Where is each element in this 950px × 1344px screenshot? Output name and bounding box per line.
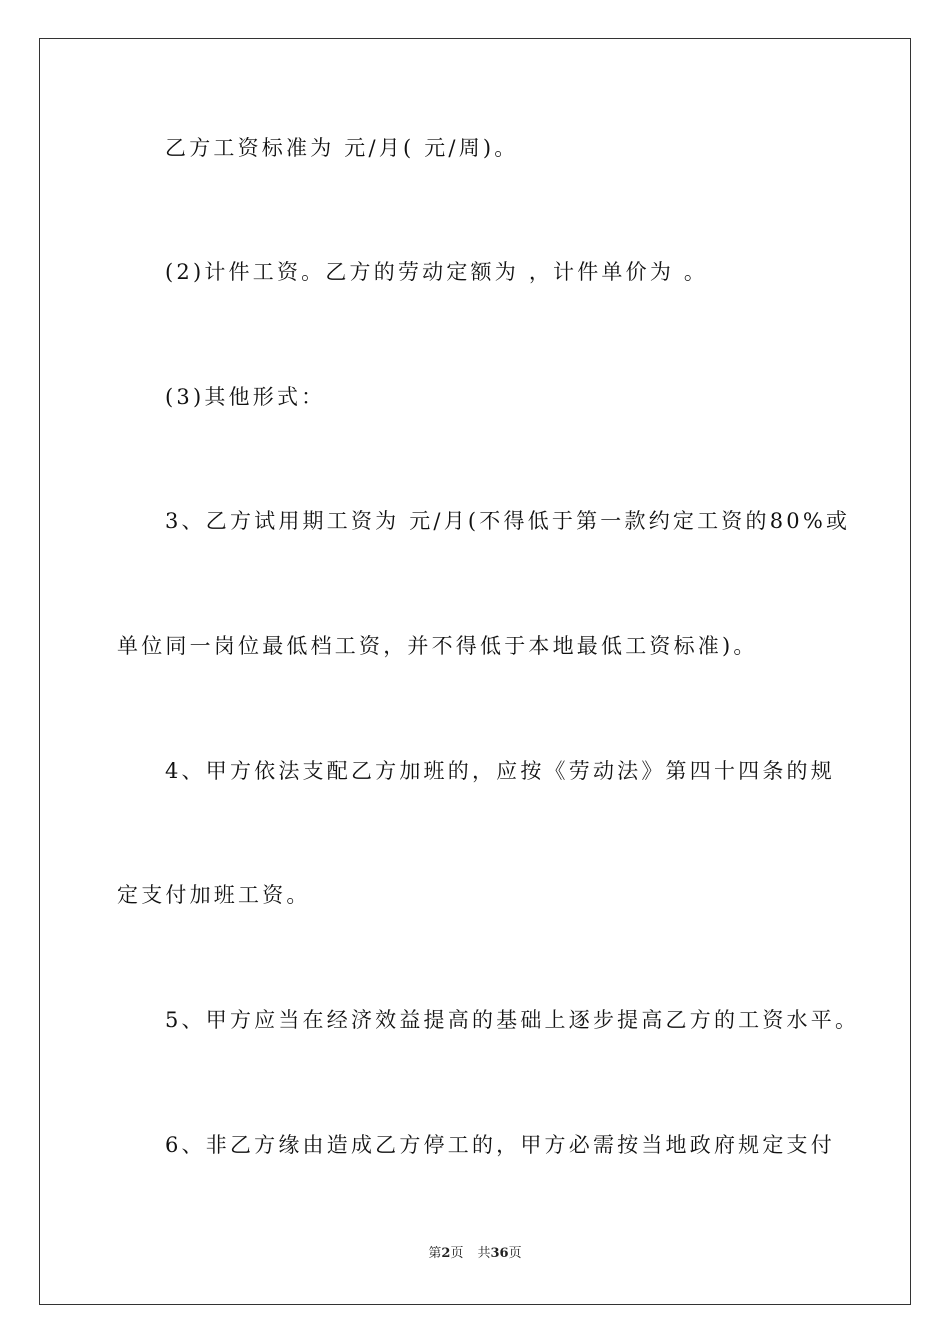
paragraph-line-7: 定支付加班工资。 xyxy=(117,883,311,907)
page-prefix: 第 xyxy=(428,1246,442,1261)
total-prefix: 共 xyxy=(477,1246,491,1261)
paragraph-line-8: 5、甲方应当在经济效益提高的基础上逐步提高乙方的工资水平。 xyxy=(165,1008,860,1032)
paragraph-line-2: (2)计件工资。乙方的劳动定额为 ，计件单价为 。 xyxy=(165,260,709,284)
paragraph-line-5: 单位同一岗位最低档工资，并不得低于本地最低工资标准)。 xyxy=(117,634,758,658)
page-border xyxy=(39,38,911,1305)
paragraph-line-6: 4、甲方依法支配乙方加班的，应按《劳动法》第四十四条的规 xyxy=(165,759,835,783)
paragraph-line-1: 乙方工资标准为 元/月( 元/周)。 xyxy=(165,136,519,160)
total-suffix: 页 xyxy=(508,1246,522,1261)
total-pages: 36 xyxy=(490,1246,509,1261)
paragraph-line-3: (3)其他形式： xyxy=(165,385,326,409)
page-number: 2 xyxy=(441,1246,451,1261)
page-suffix: 页 xyxy=(450,1246,464,1261)
page-footer xyxy=(0,1242,950,1261)
paragraph-line-9: 6、非乙方缘由造成乙方停工的，甲方必需按当地政府规定支付 xyxy=(165,1133,835,1157)
paragraph-line-4: 3、乙方试用期工资为 元/月(不得低于第一款约定工资的80%或 xyxy=(165,509,851,533)
